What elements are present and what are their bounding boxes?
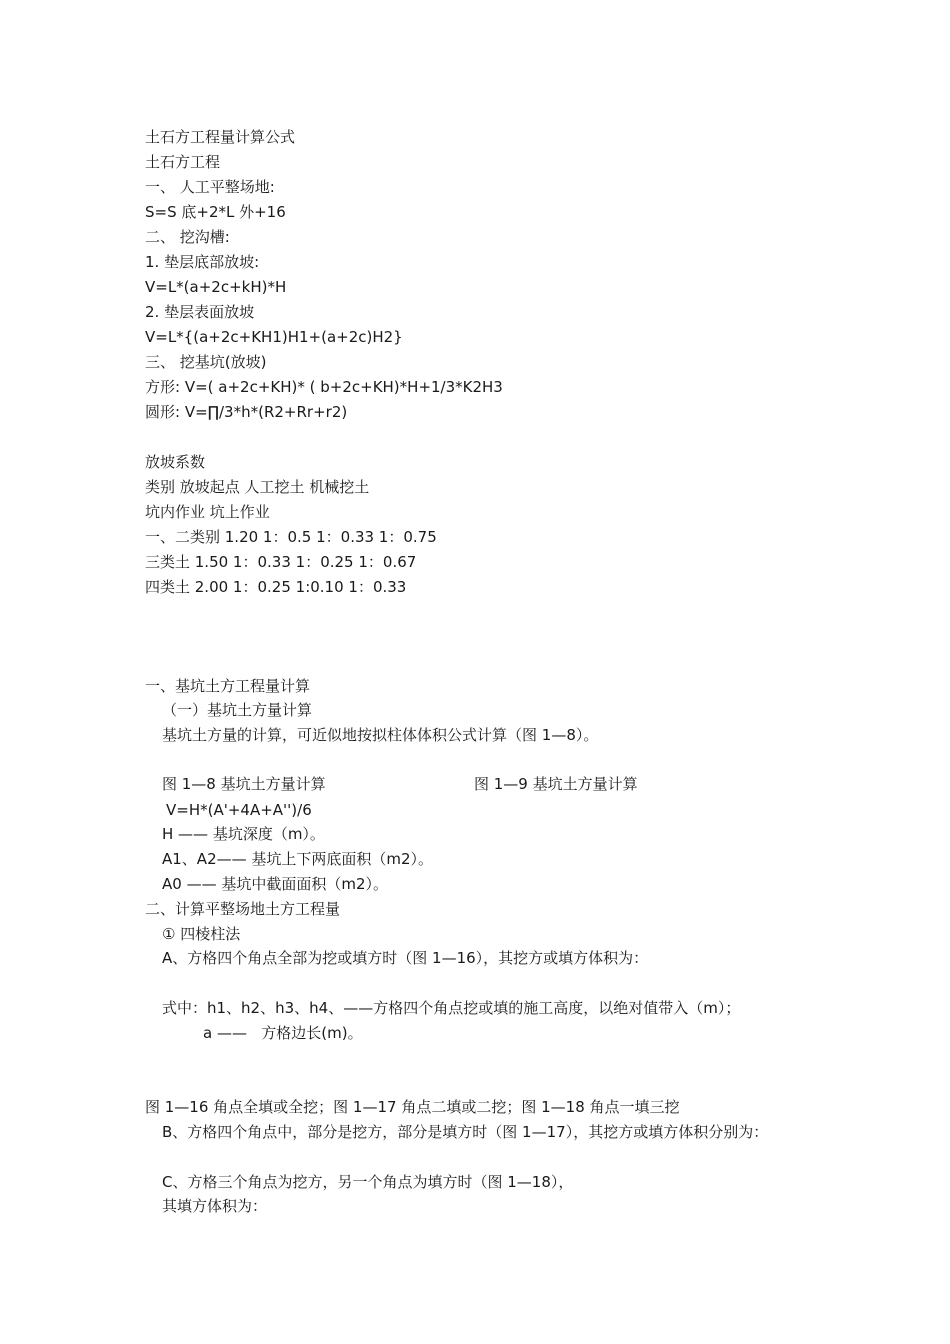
leveling-figure-caption: 图 1—16 角点全填或全挖；图 1—17 角点二填或二挖；图 1—18 角点一填三挖 xyxy=(145,1098,680,1116)
item3-round-formula: 圆形: V=∏/3*h*(R2+Rr+r2) xyxy=(145,403,348,421)
item2-sub2: 2. 垫层表面放坡 xyxy=(145,303,255,321)
item2-sub1: 1. 垫层底部放坡: xyxy=(145,253,260,271)
pit-heading: 一、基坑土方工程量计算 xyxy=(145,677,311,695)
item1-formula: S=S 底+2*L 外+16 xyxy=(145,203,286,221)
figure-caption-1-8: 图 1—8 基坑土方量计算 xyxy=(162,775,326,793)
leveling-where: 式中：h1、h2、h3、h4、——方格四个角点挖或填的施工高度，以绝对值带入（m）； xyxy=(162,999,741,1017)
document-title: 土石方工程量计算公式 xyxy=(145,128,296,146)
definition-h: H —— 基坑深度（m）。 xyxy=(162,825,325,843)
leveling-method: ① 四棱柱法 xyxy=(162,925,241,943)
item3-heading: 三、 挖基坑(放坡) xyxy=(145,353,267,371)
pit-description: 基坑土方量的计算，可近似地按拟柱体体积公式计算（图 1—8）。 xyxy=(162,726,599,744)
item2-formula1: V=L*(a+2c+kH)*H xyxy=(145,278,287,296)
leveling-case-a: A、方格四个角点全部为挖或填方时（图 1—16），其挖方或填方体积为： xyxy=(162,949,649,967)
pit-subheading: （一）基坑土方量计算 xyxy=(162,701,313,719)
slope-table-title: 放坡系数 xyxy=(145,453,206,471)
leveling-case-b: B、方格四个角点中，部分是挖方，部分是填方时（图 1—17），其挖方或填方体积分别为： xyxy=(162,1123,769,1141)
definition-a0: A0 —— 基坑中截面面积（m2）。 xyxy=(162,875,388,893)
slope-table-row: 三类土 1.50 1：0.33 1：0.25 1：0.67 xyxy=(145,553,417,571)
item1-heading: 一、 人工平整场地: xyxy=(145,178,275,196)
item3-square-formula: 方形: V=( a+2c+KH)* ( b+2c+KH)*H+1/3*K2H3 xyxy=(145,378,503,396)
pit-formula: V=H*(A'+4A+A'')/6 xyxy=(166,801,312,819)
section-heading: 土石方工程 xyxy=(145,153,221,171)
definition-a1-a2: A1、A2—— 基坑上下两底面积（m2）。 xyxy=(162,850,434,868)
leveling-case-c-fill: 其填方体积为： xyxy=(162,1197,268,1215)
slope-table-row: 四类土 2.00 1：0.25 1:0.10 1：0.33 xyxy=(145,578,407,596)
item2-formula2: V=L*{(a+2c+KH1)H1+(a+2c)H2} xyxy=(145,328,403,346)
leveling-heading: 二、计算平整场地土方工程量 xyxy=(145,900,341,918)
figure-caption-1-9: 图 1—9 基坑土方量计算 xyxy=(474,775,638,793)
slope-table-header2: 坑内作业 坑上作业 xyxy=(145,503,270,521)
item2-heading: 二、 挖沟槽: xyxy=(145,228,230,246)
slope-table-header1: 类别 放坡起点 人工挖土 机械挖土 xyxy=(145,478,370,496)
slope-table-row: 一、二类别 1.20 1：0.5 1：0.33 1：0.75 xyxy=(145,528,437,546)
leveling-where-a: a —— 方格边长(m)。 xyxy=(203,1024,363,1042)
leveling-case-c: C、方格三个角点为挖方，另一个角点为填方时（图 1—18）， xyxy=(162,1173,574,1191)
